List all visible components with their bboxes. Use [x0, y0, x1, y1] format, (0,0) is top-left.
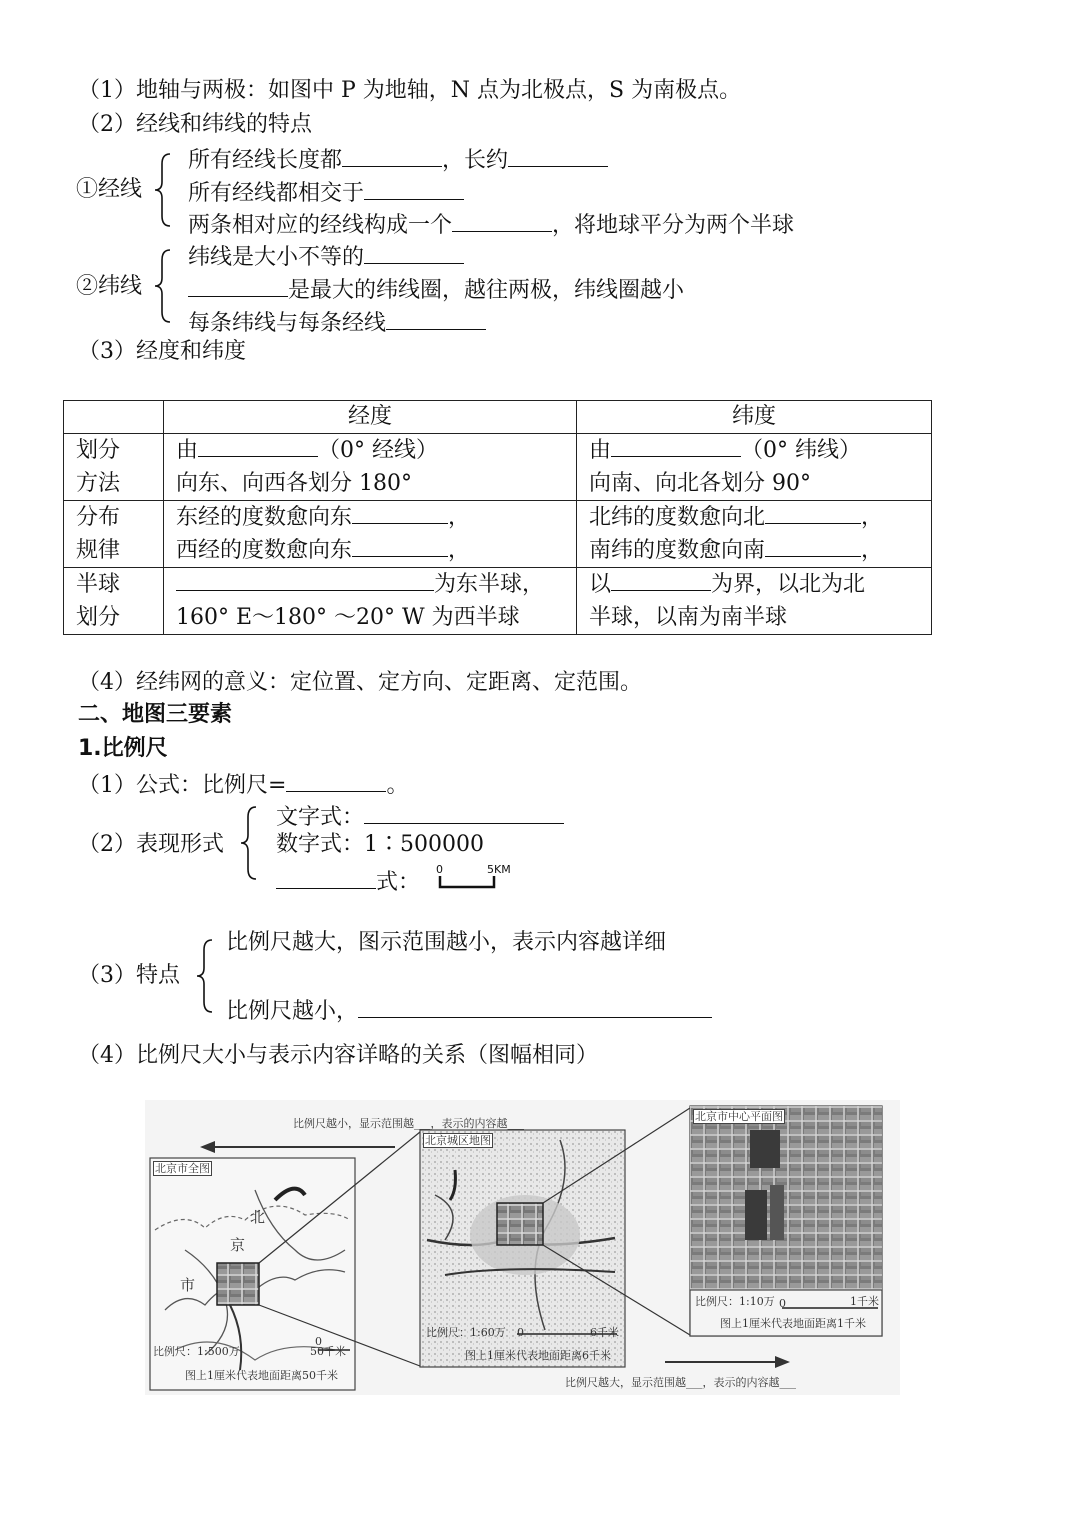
map1-title: 北京市全图: [155, 1162, 210, 1175]
scale-features-label: （3）特点: [78, 963, 180, 988]
map2-title: 北京城区地图: [425, 1134, 491, 1147]
blank[interactable]: [765, 536, 861, 557]
parallel-l2: 是最大的纬线圈，越往两极，纬线圈越小: [288, 278, 685, 303]
parallel-line-3: [188, 309, 486, 335]
blank[interactable]: [364, 803, 564, 824]
features-brace: [194, 938, 216, 1014]
blank[interactable]: [508, 146, 608, 167]
row-label: 分布 规律: [64, 501, 164, 568]
map2-scale-end: 6千米: [590, 1326, 619, 1339]
meridian-line-3: [188, 211, 794, 237]
heading-scale: 1.比例尺: [78, 736, 168, 761]
table-row: [64, 568, 932, 635]
section-3-title: （3）经度和纬度: [78, 339, 246, 364]
scale-comparison-figure: [145, 1100, 900, 1395]
blank[interactable]: [364, 243, 464, 264]
map3-note: 图上1厘米代表地面距离1千米: [720, 1317, 866, 1330]
lat-division-cell: 由 （0° 纬线） 向南、向北各划分 90°: [577, 434, 932, 501]
scale-relation-title: （4）比例尺大小与表示内容详略的关系（图幅相同）: [78, 1043, 598, 1068]
scale-bar-0: 0: [436, 863, 443, 876]
table-row: [64, 501, 932, 568]
meridian-l1a: 所有经线长度都: [188, 148, 343, 173]
map2-scale: 比例尺：1:60万: [426, 1326, 506, 1339]
lon-division-cell: 由 （0° 经线） 向东、向西各划分 180°: [164, 434, 577, 501]
map1-jing: 京: [230, 1236, 246, 1254]
scale-bar-5km: 5KM: [487, 863, 511, 876]
table-row: [64, 434, 932, 501]
meridian-line-1: [188, 146, 608, 172]
meridian-l3b: ，将地球平分为两个半球: [552, 213, 795, 238]
map1-bei: 北: [250, 1208, 266, 1226]
blank[interactable]: [611, 436, 741, 457]
axis-poles-line: （1）地轴与两极：如图中 P 为地轴，N 点为北极点，S 为南极点。: [78, 78, 742, 103]
top-caption: 比例尺越小，显示范围越___，表示的内容越___: [293, 1117, 524, 1130]
blank[interactable]: [352, 536, 448, 557]
blank[interactable]: [611, 570, 711, 591]
blank[interactable]: [276, 868, 376, 889]
blank[interactable]: [364, 179, 464, 200]
blank[interactable]: [765, 503, 861, 524]
meridian-l2: 所有经线都相交于: [188, 181, 365, 206]
blank[interactable]: [188, 276, 288, 297]
meridian-l3a: 两条相对应的经线构成一个: [188, 213, 453, 238]
map1-note: 图上1厘米代表地面距离50千米: [185, 1369, 338, 1382]
blank[interactable]: [386, 309, 486, 330]
bottom-caption: 比例尺越大，显示范围越___，表示的内容越___: [565, 1376, 796, 1389]
text-form-line: 文字式：: [276, 803, 564, 829]
map1-shi: 市: [180, 1276, 196, 1294]
parallel-l1: 纬线是大小不等的: [188, 245, 365, 270]
map3-scale-end: 1千米: [850, 1295, 879, 1308]
bar-form-line: 式：: [276, 868, 420, 894]
row-label: 半球 划分: [64, 568, 164, 635]
lon-distribution-cell: 东经的度数愈向东 ， 西经的度数愈向东 ，: [164, 501, 577, 568]
scale-forms-label: （2）表现形式: [78, 832, 224, 857]
scale-formula: （1）公式：比例尺= 。: [78, 773, 409, 798]
lonlat-table: [63, 400, 932, 635]
row-label: 划分 方法: [64, 434, 164, 501]
feature-line-2: 比例尺越小，: [226, 997, 712, 1023]
lat-hemisphere-cell: 以 为界，以北为北 半球，以南为南半球: [577, 568, 932, 635]
meridian-label: ①经线: [76, 177, 143, 202]
lon-hemisphere-cell: 为东半球， 160° E～180° ～20° W 为西半球: [164, 568, 577, 635]
blank[interactable]: [352, 503, 448, 524]
meridian-l1b: ，长约: [442, 148, 509, 173]
blank[interactable]: [358, 997, 712, 1018]
section-2-title: （2）经线和纬线的特点: [78, 112, 312, 137]
table-corner: [64, 401, 164, 434]
blank[interactable]: [198, 436, 318, 457]
map3-title: 北京市中心平面图: [695, 1110, 783, 1123]
col-lon-header: 经度: [164, 401, 577, 434]
blank[interactable]: [176, 570, 434, 591]
forms-brace: [238, 805, 260, 881]
map3-scale-zero: 0: [779, 1297, 786, 1310]
meridian-line-2: [188, 179, 464, 205]
map1-scale-zero: 0: [315, 1335, 322, 1348]
col-lat-header: 纬度: [577, 401, 932, 434]
parallel-l3: 每条纬线与每条经线: [188, 311, 387, 336]
map2-scale-zero: 0: [517, 1326, 524, 1339]
table-header-row: [64, 401, 932, 434]
map3-scale: 比例尺：1:10万: [695, 1295, 775, 1308]
parallel-line-1: [188, 243, 464, 269]
blank[interactable]: [342, 146, 442, 167]
map2-note: 图上1厘米代表地面距离6千米: [465, 1349, 611, 1362]
parallel-label: ②纬线: [76, 274, 143, 299]
scale-bar-icon: [437, 874, 499, 890]
heading-map-elements: 二、地图三要素: [78, 702, 233, 727]
lat-distribution-cell: 北纬的度数愈向北 ， 南纬的度数愈向南 ，: [577, 501, 932, 568]
map1-scale-end: 50千米: [310, 1345, 346, 1358]
feature-line-1: 比例尺越大，图示范围越小，表示内容越详细: [226, 930, 667, 955]
section-4-line: （4）经纬网的意义：定位置、定方向、定距离、定范围。: [78, 670, 642, 695]
meridian-brace: [152, 152, 174, 228]
parallel-brace: [152, 248, 174, 324]
parallel-line-2: [188, 276, 684, 302]
blank[interactable]: [452, 211, 552, 232]
numeric-form-line: 数字式：1∶500000: [276, 832, 484, 857]
map1-scale: 比例尺：1:500万: [153, 1345, 240, 1358]
blank[interactable]: [286, 771, 386, 792]
